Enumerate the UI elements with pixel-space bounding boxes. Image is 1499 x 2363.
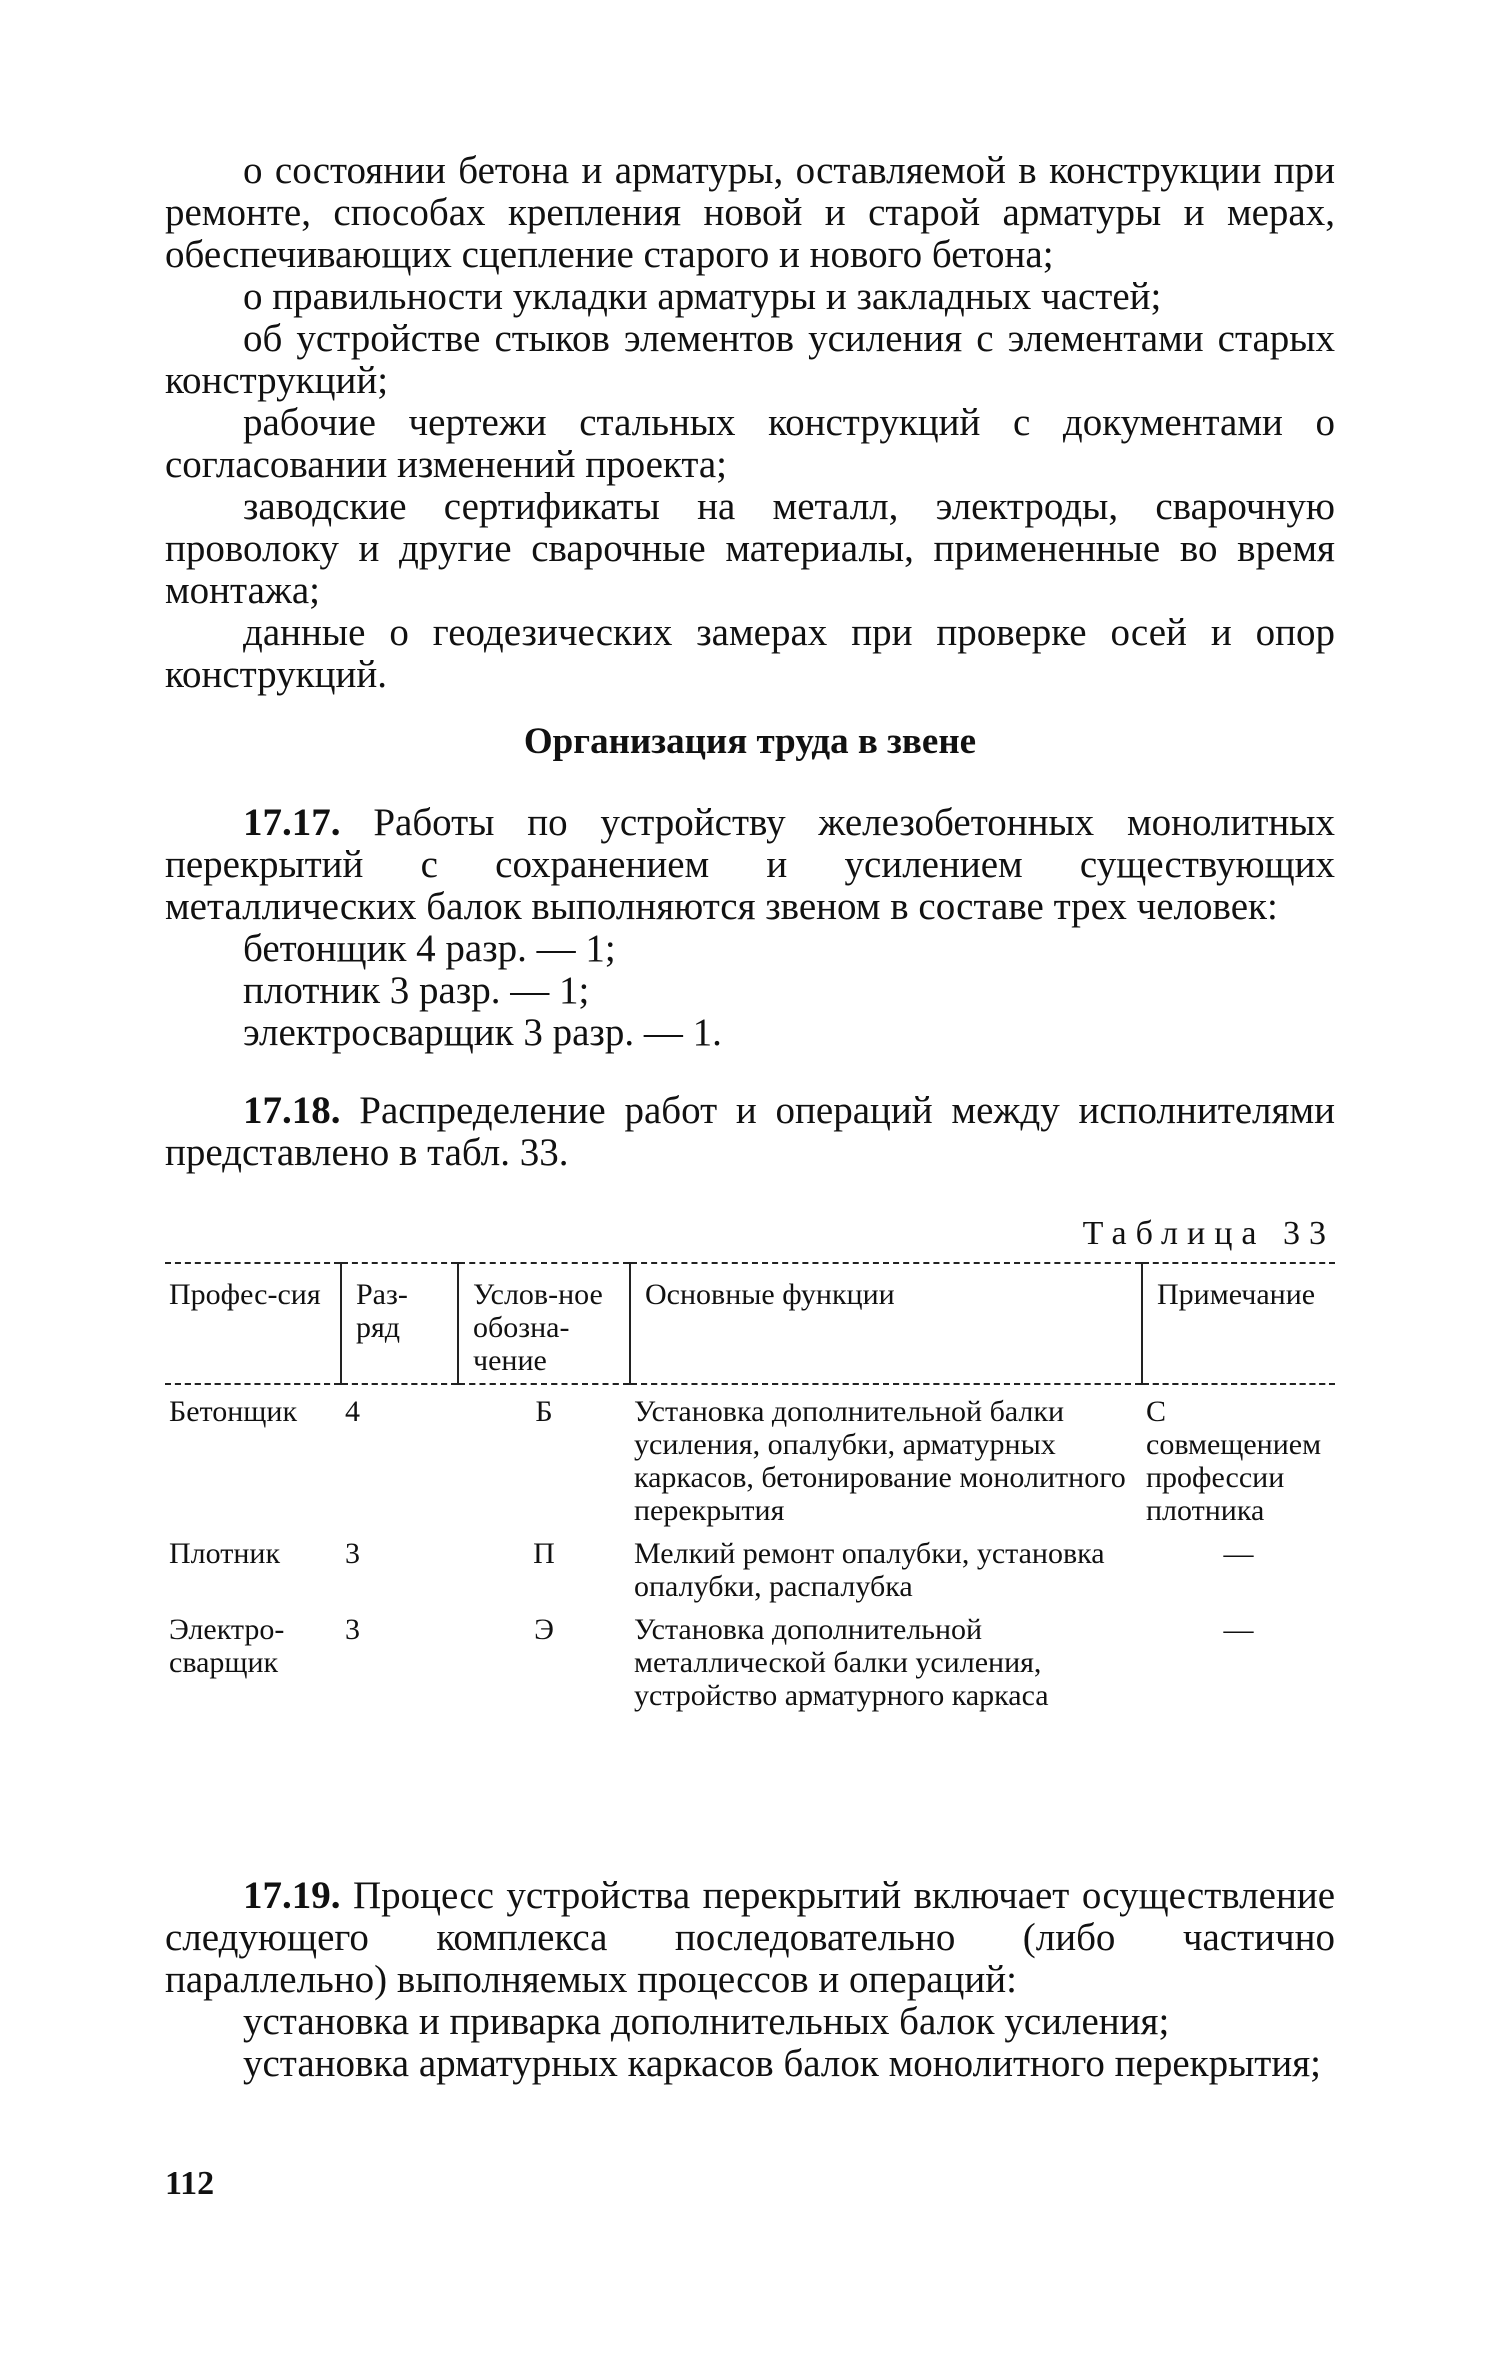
cell-note: —: [1223, 1613, 1254, 1646]
cell-code: Э: [534, 1613, 554, 1646]
paragraph-17-19: [165, 1875, 1335, 2085]
crew-item: плотник 3 разр. — 1;: [243, 969, 590, 1012]
intro-paragraph: рабочие чертежи стальных конструкций с документами о согласовании изменений проекта;: [165, 401, 1335, 486]
intro-list: [165, 150, 1335, 696]
section-heading: Организация труда в звене: [523, 721, 977, 762]
table-header-row: [165, 1263, 1335, 1384]
header-profession: Профес-сия: [165, 1263, 341, 1384]
paragraph-text: Процесс устройства перекрытий включает осуществление следующего комплекса последовательно (либо частично параллельно) выполняемых процессов и операций:: [165, 1874, 1336, 2001]
paragraph-number: 17.19.: [243, 1874, 341, 1917]
header-note: Примечание: [1142, 1263, 1335, 1384]
paragraph-number: 17.17.: [243, 801, 341, 844]
cell-note: —: [1223, 1537, 1254, 1570]
cell-profession: Бетонщик: [169, 1395, 298, 1428]
paragraph-text: Работы по устройству железобетонных монолитных перекрытий с сохранением и усилением существующих металлических балок выполняются звеном в составе трех человек:: [165, 801, 1335, 928]
cell-code: П: [533, 1537, 555, 1570]
header-functions: Основные функции: [630, 1263, 1142, 1384]
cell-grade: 3: [345, 1613, 360, 1646]
crew-item: бетонщик 4 разр. — 1;: [243, 927, 616, 970]
crew-item: электросварщик 3 разр. — 1.: [243, 1011, 722, 1054]
cell-functions: Установка дополнительной балки усиления, опалубки, арматурных каркасов, бетонирование монолитного перекрытия: [634, 1395, 1126, 1527]
cell-code: Б: [535, 1395, 553, 1428]
process-item: установка и приварка дополнительных балок усиления;: [243, 2000, 1170, 2043]
table-row: [165, 1527, 1335, 1603]
table-33: [165, 1262, 1335, 1712]
cell-functions: Мелкий ремонт опалубки, установка опалубки, распалубка: [634, 1537, 1105, 1603]
cell-grade: 4: [345, 1395, 360, 1428]
cell-profession: Плотник: [169, 1537, 281, 1570]
intro-paragraph: о правильности укладки арматуры и закладных частей;: [243, 275, 1162, 318]
table-row: [165, 1384, 1335, 1527]
intro-paragraph: заводские сертификаты на металл, электроды, сварочную проволоку и другие сварочные материалы, примененные во время монтажа;: [165, 485, 1335, 612]
intro-paragraph: о состоянии бетона и арматуры, оставляемой в конструкции при ремонте, способах крепления новой и старой арматуры и мерах, обеспечивающих сцепление старого и нового бетона;: [165, 149, 1335, 276]
cell-grade: 3: [345, 1537, 360, 1570]
intro-paragraph: об устройстве стыков элементов усиления с элементами старых конструкций;: [165, 317, 1335, 402]
paragraph-number: 17.18.: [243, 1089, 341, 1132]
process-item: установка арматурных каркасов балок монолитного перекрытия;: [243, 2042, 1321, 2085]
cell-functions: Установка дополнительной металлической балки усиления, устройство арматурного каркаса: [634, 1613, 1049, 1712]
paragraph-text: Распределение работ и операций между исполнителями представлено в табл. 33.: [165, 1089, 1336, 1174]
intro-paragraph: данные о геодезических замерах при проверке осей и опор конструкций.: [165, 611, 1335, 696]
table-caption: Таблица 33: [1082, 1215, 1335, 1252]
paragraph-17-17: [165, 802, 1335, 1054]
table-row: [165, 1603, 1335, 1712]
cell-note: С совмещением профессии плотника: [1146, 1395, 1322, 1527]
cell-profession: Электро-сварщик: [169, 1613, 285, 1679]
page-number: 112: [165, 2165, 215, 2202]
paragraph-17-18: [165, 1090, 1335, 1174]
header-code: Услов-ное обозна-чение: [458, 1263, 630, 1384]
header-grade: Раз-ряд: [341, 1263, 458, 1384]
